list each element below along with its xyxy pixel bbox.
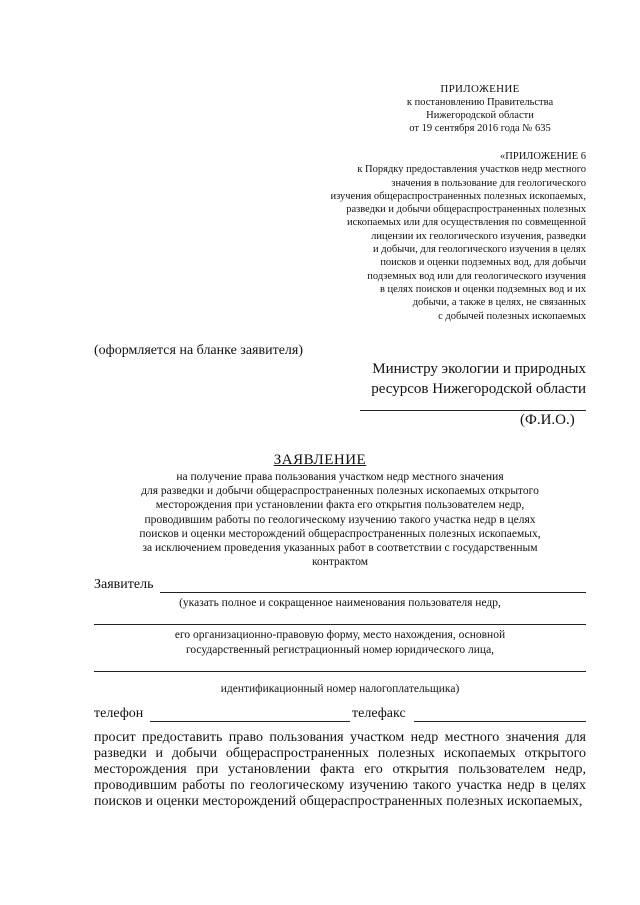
statement-line: для разведки и добычи общераспространенных полезных ископаемых открытого: [141, 485, 539, 498]
appendix6-line: изучения общераспространенных полезных ископаемых,: [330, 190, 586, 202]
fio-input-line[interactable]: [360, 410, 586, 411]
addressee-line1: Министру экологии и природных: [372, 361, 586, 377]
appendix6-block: [286, 150, 586, 323]
appendix6-line: лицензии их геологического изучения, разведки: [371, 230, 586, 242]
appendix6-line: разведки и добычи общераспространенных полезных: [346, 204, 586, 216]
appendix-line: Нижегородской области: [426, 110, 534, 121]
fax-input-line[interactable]: [414, 721, 586, 722]
appendix6-line: к Порядку предоставления участков недр местного: [357, 164, 586, 176]
appendix-line: к постановлению Правительства: [406, 97, 554, 108]
appendix6-line: значения в пользование для геологического: [391, 177, 586, 189]
applicant-label: Заявитель: [94, 577, 154, 592]
fio-label: (Ф.И.О.): [520, 412, 575, 428]
statement-line: месторождения при установлении факта его открытия пользователем недр,: [155, 499, 525, 512]
appendix6-line: «ПРИЛОЖЕНИЕ 6: [500, 151, 586, 162]
appendix6-line: с добычей полезных ископаемых: [438, 310, 586, 322]
appendix6-line: ископаемых или для осуществления по совмещенной: [346, 217, 586, 229]
applicant-input-line-2[interactable]: [94, 624, 586, 625]
applicant-input-line-3[interactable]: [94, 671, 586, 672]
appendix-header: [380, 83, 580, 135]
addressee: [360, 359, 586, 399]
statement-line: контрактом: [311, 556, 369, 569]
phone-input-line[interactable]: [150, 721, 350, 722]
applicant-hint2a: его организационно-правовую форму, место нахождения, основной: [174, 629, 506, 641]
appendix-line: от 19 сентября 2016 года № 635: [409, 123, 551, 134]
addressee-line2: ресурсов Нижегородской области: [371, 381, 586, 397]
appendix6-line: в целях поисков и оценки подземных вод и их: [379, 283, 586, 295]
applicant-hint2b: государственный регистрационный номер юридического лица,: [185, 644, 495, 656]
appendix6-line: поисков и оценки подземных вод, для добычи: [380, 257, 586, 269]
statement-line: за исключением проведения указанных работ в соответствии с государственным: [142, 542, 538, 555]
statement-description: [95, 470, 585, 569]
appendix-title: ПРИЛОЖЕНИЕ: [440, 83, 520, 95]
applicant-hint1: (указать полное и сокращенное наименования пользователя недр,: [179, 597, 501, 609]
fax-label: телефакс: [352, 706, 406, 721]
statement-line: поисков и оценки месторождений общераспространенных полезных ископаемых,: [139, 527, 541, 540]
appendix6-line: подземных вод или для геологического изучения: [367, 270, 586, 282]
blank-note: (оформляется на бланке заявителя): [94, 343, 304, 358]
statement-line: на получение права пользования участком недр местного значения: [176, 471, 504, 483]
appendix6-line: добычи, а также в целях, не связанных: [412, 297, 586, 309]
statement-title: ЗАЯВЛЕНИЕ: [273, 452, 367, 468]
request-paragraph: просит предоставить право пользования участком недр местного значения для разведки и добычи общераспространенных полезных ископаемых открытого месторождения при установлении факта его открытия пользователем недр, проводившим работы по геологическому изучению такого участка недр в целях поисков и оценки месторождений общераспространенных полезных ископаемых,: [94, 730, 586, 809]
applicant-input-line[interactable]: [160, 592, 586, 593]
applicant-hint3: идентификационный номер налогоплательщика): [220, 683, 460, 695]
statement-line: проводившим работы по геологическому изучению такого участка недр в целях: [144, 513, 536, 526]
appendix6-line: и добычи, для геологического изучения в целях: [373, 244, 586, 256]
phone-label: телефон: [94, 706, 144, 721]
